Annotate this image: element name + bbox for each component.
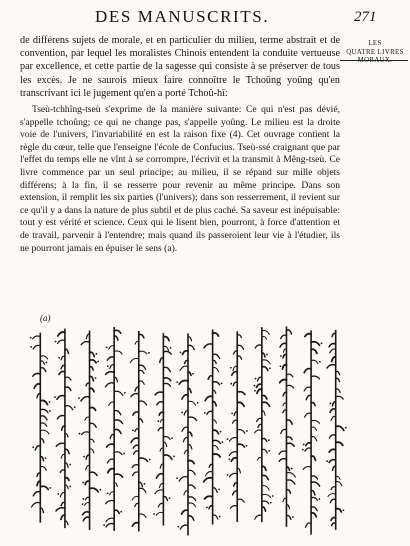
script-column: [78, 331, 101, 530]
footnote-marker: (a): [40, 313, 51, 323]
script-column: [54, 329, 75, 529]
main-text: [20, 34, 340, 255]
manchu-script-block: [28, 322, 348, 538]
script-column: [130, 331, 150, 531]
script-column: [176, 333, 198, 535]
quote-paragraph: Tseù-tchhîng-tseù s'exprime de la manière suivante: Ce qui n'est pas dévié, s'appelle tchoûng; ce qui ne change pas, s'appelle yoûng. Le milieu est la droite voie de l'univers, l'invariabilité en est la raison fixe (4). Cet ouvrage contient la règle du cœur, telle que l'enseigne l'école de Confucius. Tseù-ssé craignant que par l'effet du temps elle ne vînt à se corrompre, l'écrivit et la transmit à Mêng-tseù. Ce livre commence par un seul principe; au milieu, il se répand sur mille objets différens; à la fin, il se resserre pour revenir au même principe. Dans son extension, il remplit les six parties (l'univers); dans son resserrement, il revient sur ce qu'il y a dans la nature de plus subtil et de plus caché. Sa saveur est inépuisable: tout y est vérité et science. Ceux qui le lisent bien, pourront, à force d'attention et de travail, parvenir à l'entendre; mais quand ils passeroient leur vie à l'étudier, ils ne pourront jamais en épuiser le sens (a).: [20, 104, 340, 254]
margin-rule: [340, 60, 408, 61]
script-column: [279, 326, 295, 527]
running-head: [0, 6, 410, 28]
running-title: DES MANUSCRITS.: [95, 7, 270, 26]
margin-note-line-3: [346, 57, 404, 66]
script-column: [227, 331, 248, 522]
script-column: [302, 330, 322, 534]
script-column: [326, 330, 346, 530]
script-column: [254, 327, 274, 522]
margin-note: [346, 40, 404, 66]
margin-note-line-2: QUATRE LIVRES: [346, 48, 404, 56]
lead-paragraph: de différens sujets de morale, et en particulier du milieu, terme abstrait et de convention, par lequel les moralistes Chinois entendent la conduite vertueuse par excellence, et cette partie de la sagesse qui consiste à se préserver de tous les excès. Je ne saurois mieux faire connoître le Tchoûng yoûng qu'en transcrivant ici le jugement qu'en a porté Tchoû-hî:: [20, 35, 340, 99]
script-column: [103, 327, 126, 531]
script-column: [153, 333, 175, 525]
page-number: 271: [354, 9, 377, 25]
script-column: [204, 330, 224, 525]
script-column: [30, 333, 51, 523]
margin-note-line-1: LES: [368, 40, 382, 47]
